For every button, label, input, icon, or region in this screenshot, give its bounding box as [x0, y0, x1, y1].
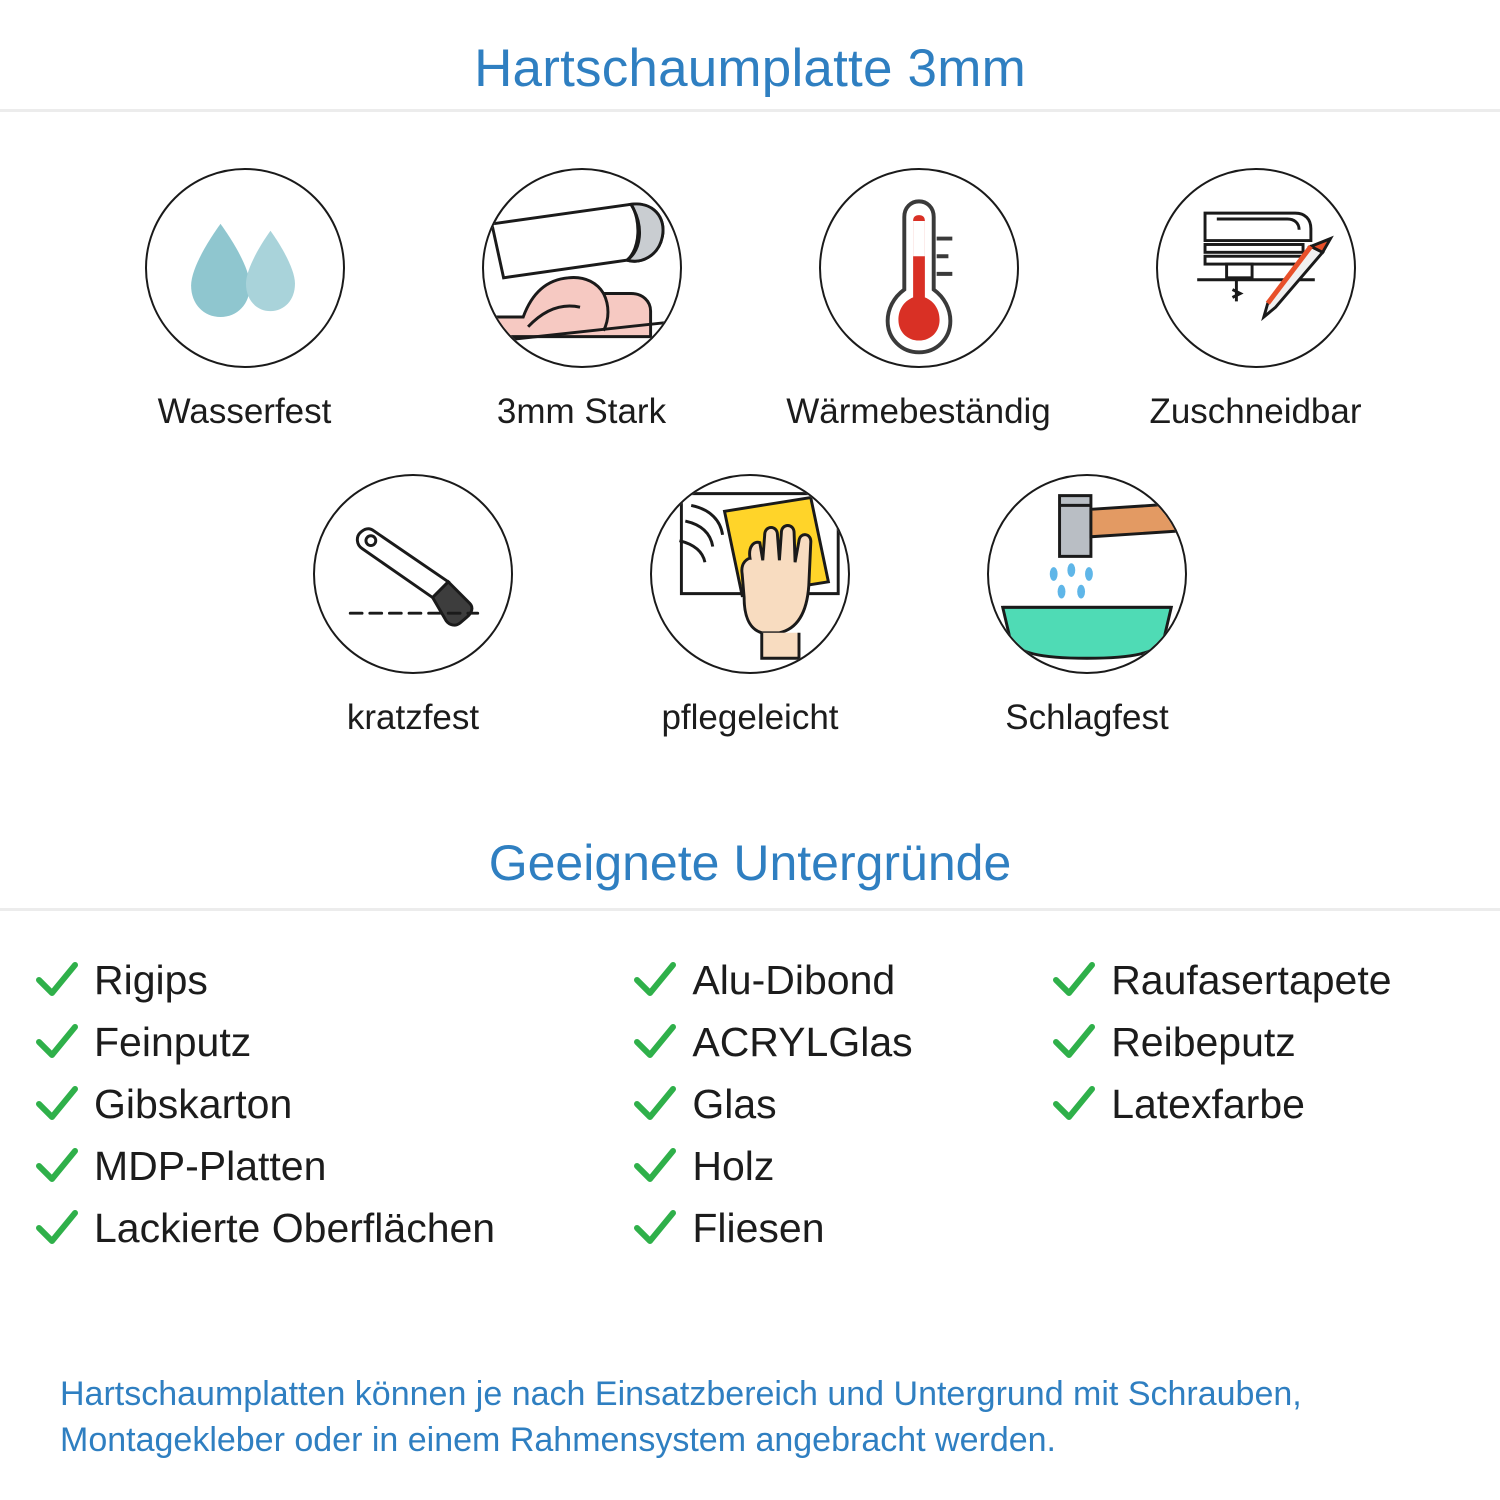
list-item [34, 949, 632, 1011]
list-item-label: ACRYLGlas [692, 1018, 913, 1065]
list-item [1051, 1011, 1480, 1073]
list-item-label: Alu-Dibond [692, 956, 896, 1003]
list-item [34, 1135, 632, 1197]
feature-waermebestaendig [761, 168, 1076, 432]
feature-kratzfest [256, 474, 571, 738]
list-item-label: Holz [692, 1142, 775, 1189]
feature-zuschneidbar [1098, 168, 1413, 432]
check-icon [632, 960, 678, 1000]
divider-middle [0, 908, 1500, 911]
check-icon [632, 1208, 678, 1248]
list-item-label: Raufasertapete [1111, 956, 1392, 1003]
list-item-label: MDP-Platten [94, 1142, 327, 1189]
checklist-column-1 [34, 949, 632, 1259]
divider-top [0, 109, 1500, 112]
list-item [1051, 949, 1480, 1011]
list-item-label: Reibeputz [1111, 1018, 1296, 1065]
list-item [632, 949, 1051, 1011]
page-title: Hartschaumplatte 3mm [474, 39, 1026, 98]
list-item [34, 1011, 632, 1073]
check-icon [34, 1146, 80, 1186]
check-icon [34, 1084, 80, 1124]
list-item [632, 1135, 1051, 1197]
list-item [1051, 1073, 1480, 1135]
jigsaw-cutter-icon [1156, 168, 1356, 368]
hand-cloth-icon [650, 474, 850, 674]
check-icon [1051, 960, 1097, 1000]
feature-3mm-stark [424, 168, 739, 432]
list-item-label: Lackierte Oberflächen [94, 1204, 496, 1251]
header [0, 0, 1500, 109]
feature-row-2 [0, 474, 1500, 738]
list-item [632, 1011, 1051, 1073]
hammer-impact-icon [987, 474, 1187, 674]
substrate-checklist [0, 949, 1500, 1259]
list-item [632, 1073, 1051, 1135]
check-icon [34, 960, 80, 1000]
feature-label: Zuschneidbar [1149, 392, 1362, 431]
list-item-label: Gibskarton [94, 1080, 293, 1127]
feature-label: Wasserfest [157, 392, 332, 431]
checklist-column-2 [632, 949, 1051, 1259]
check-icon [1051, 1022, 1097, 1062]
feature-row-1 [0, 168, 1500, 432]
feature-label: 3mm Stark [496, 392, 667, 431]
check-icon [632, 1146, 678, 1186]
list-item-label: Glas [692, 1080, 777, 1127]
thermometer-icon [819, 168, 1019, 368]
feature-label: pflegeleicht [661, 698, 839, 737]
check-icon [1051, 1084, 1097, 1124]
flexing-arm-icon [482, 168, 682, 368]
list-item-label: Fliesen [692, 1204, 825, 1251]
section-title: Geeignete Untergründe [488, 835, 1012, 891]
list-item [34, 1197, 632, 1259]
list-item [34, 1073, 632, 1135]
check-icon [632, 1084, 678, 1124]
feature-label: kratzfest [346, 698, 480, 737]
list-item-label: Latexfarbe [1111, 1080, 1305, 1127]
list-item-label: Feinputz [94, 1018, 252, 1065]
check-icon [632, 1022, 678, 1062]
feature-pflegeleicht [593, 474, 908, 738]
feature-wasserfest [87, 168, 402, 432]
footnote-text: Hartschaumplatten können je nach Einsatzbereich und Untergrund mit Schrauben, Montagekleber oder in einem Rahmensystem angebracht werden. [60, 1375, 1302, 1460]
check-icon [34, 1208, 80, 1248]
check-icon [34, 1022, 80, 1062]
feature-schlagfest [930, 474, 1245, 738]
feature-label: Schlagfest [1005, 698, 1169, 737]
checklist-column-3 [1051, 949, 1480, 1259]
feature-label: Wärmebeständig [786, 392, 1051, 431]
list-item-label: Rigips [94, 956, 208, 1003]
list-item [632, 1197, 1051, 1259]
knife-scratch-icon [313, 474, 513, 674]
water-drops-icon [145, 168, 345, 368]
